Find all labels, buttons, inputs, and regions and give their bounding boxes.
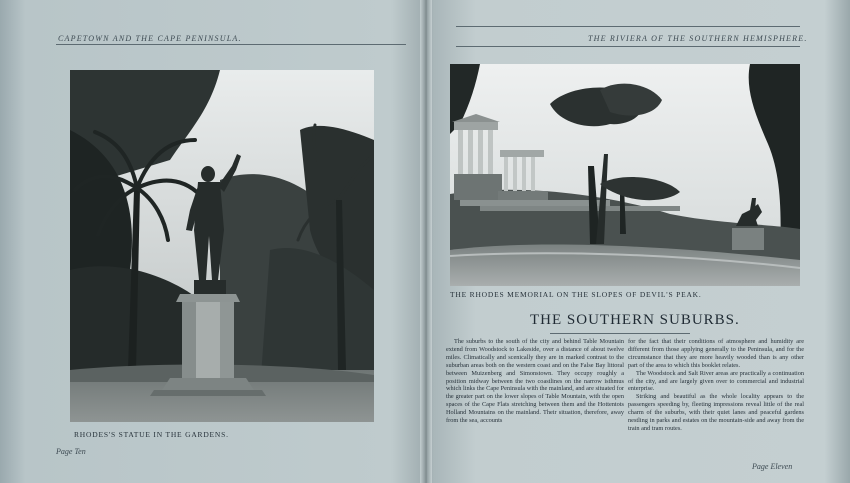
column-2-paragraph-3: Striking and beautiful as the whole locality appears to the passengers speeding by, fleeting impressions reveal little of the real charm of the suburbs, with their quiet lanes and peaceful gardens nestling in parks and estates on the mountain-side and away from the train and tram routes. xyxy=(628,393,804,432)
right-page xyxy=(430,0,830,483)
left-page xyxy=(18,0,420,483)
left-folio: Page Ten xyxy=(56,447,86,456)
text-column-1 xyxy=(446,338,624,425)
rhodes-memorial-photo xyxy=(450,64,800,286)
right-photo-caption: THE RHODES MEMORIAL ON THE SLOPES OF DEVIL'S PEAK. xyxy=(450,290,702,299)
section-title: THE SOUTHERN SUBURBS. xyxy=(530,312,740,328)
right-head-rule-top xyxy=(456,26,800,27)
rhodes-statue-illustration xyxy=(70,70,374,422)
rhodes-memorial-illustration xyxy=(450,64,800,286)
left-head-rule xyxy=(56,44,406,45)
section-title-rule xyxy=(550,333,690,334)
left-photo-caption: RHODES'S STATUE IN THE GARDENS. xyxy=(74,430,229,439)
right-running-head: THE RIVIERA OF THE SOUTHERN HEMISPHERE. xyxy=(588,34,808,43)
left-running-head: CAPETOWN AND THE CAPE PENINSULA. xyxy=(58,34,242,43)
column-2-paragraph-2: The Woodstock and Salt River areas are practically a continuation of the city, and are largely given over to commercial and industrial enterprise. xyxy=(628,369,804,393)
right-folio: Page Eleven xyxy=(752,462,793,471)
column-1-paragraph: The suburbs to the south of the city and behind Table Mountain extend from Woodstock to Lakeside, over a distance of about twelve miles. Climatically and scenically they are in marked contrast to the suburban areas both on the western coast and on the False Bay littoral between Muizenberg and Simonstown. They occupy roughly a position midway between the two coastlines on the narrow isthmus which links the Cape Peninsula with the mainland, and are situated for the greater part on the lower slopes of Table Mountain, with the open spaces of the Cape Flats stretching between them and the Hottentots Holland Mountains on the mainland. Their situation, therefore, away from the sea, accounts xyxy=(446,338,624,425)
column-2-paragraph-1: for the fact that their conditions of atmosphere and humidity are different from those applying generally to the Peninsula, and for the circumstance that they are more heavily wooded than is any other part of the area to which this booklet relates. xyxy=(628,338,804,369)
rhodes-statue-photo xyxy=(70,70,374,422)
text-column-2 xyxy=(628,338,804,433)
right-head-rule-bottom xyxy=(456,46,800,47)
